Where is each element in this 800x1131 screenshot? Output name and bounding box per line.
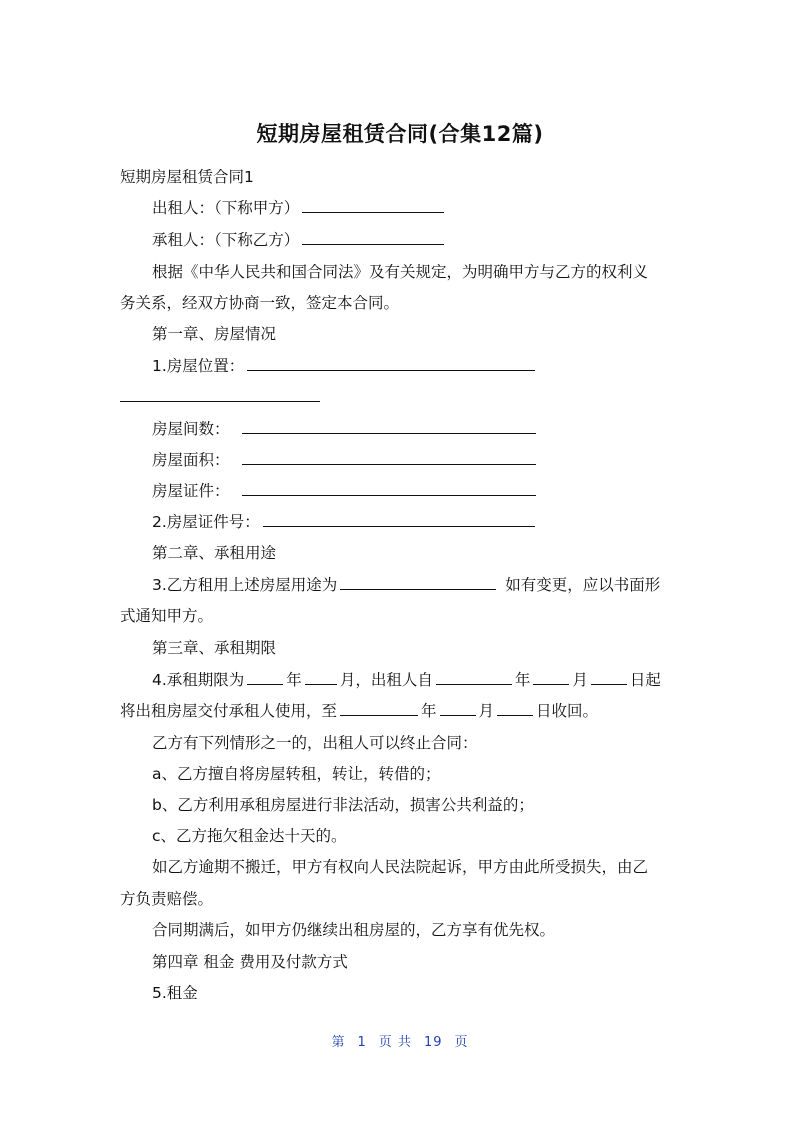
end-day-unit: 日收回。 [536, 702, 599, 720]
location-line [152, 354, 538, 378]
terminate-intro: 乙方有下列情形之一的，出租人可以终止合同： [152, 734, 478, 752]
overdue-line-2: 方负责赔偿。 [120, 890, 214, 908]
start-day-unit: 日起 [629, 671, 661, 689]
footer-prefix: 第 [331, 1035, 346, 1050]
term-from-text: ，出租人自 [355, 671, 433, 689]
chapter4-heading: 第四章 租金 费用及付款方式 [152, 953, 348, 971]
overdue-line-1: 如乙方逾期不搬迁，甲方有权向人民法院起诉，甲方由此所受损失，由乙 [152, 858, 649, 876]
terminate-item-c: c、乙方拖欠租金达十天的。 [152, 827, 347, 845]
lessee-line [152, 228, 447, 252]
term-delivery-text: 将出租房屋交付承租人使用，至 [120, 702, 338, 720]
end-month-blank [440, 699, 476, 716]
certificate-no-blank [263, 510, 535, 527]
section-heading: 短期房屋租赁合同1 [120, 168, 254, 186]
location-blank-2 [120, 385, 320, 402]
term-label: 4.承租期限为 [152, 671, 245, 689]
use-change-note: 如有变更，应以书面形 [505, 576, 661, 594]
location-blank [247, 354, 535, 371]
area-blank [242, 448, 536, 465]
rooms-line [152, 417, 539, 441]
term-month-unit: 月 [339, 671, 356, 689]
location-label: 1.房屋位置： [152, 357, 245, 375]
terminate-item-a: a、乙方擅自将房屋转租，转让，转借的； [152, 765, 441, 783]
end-year-blank [340, 699, 418, 716]
end-year-unit: 年 [421, 702, 437, 720]
footer-total-pages: 19 [423, 1035, 443, 1050]
term-line-1 [152, 668, 661, 692]
end-month-unit: 月 [478, 702, 495, 720]
rooms-label: 房屋间数： [152, 420, 230, 438]
start-month-unit: 月 [572, 671, 588, 689]
terminate-item-b: b、乙方利用承租房屋进行非法活动，损害公共利益的； [152, 796, 534, 814]
certificate-no-line [152, 510, 538, 534]
certificate-blank [242, 479, 536, 496]
use-label: 3.乙方租用上述房屋用途为 [152, 576, 338, 594]
use-line-2: 式通知甲方。 [120, 607, 214, 625]
lessor-line [152, 196, 447, 220]
start-day-blank [591, 668, 627, 685]
certificate-label: 房屋证件： [152, 482, 230, 500]
chapter2-heading: 第二章、承租用途 [152, 544, 277, 562]
lessor-label: 出租人：（下称甲方） [152, 199, 300, 217]
rooms-blank [242, 417, 536, 434]
lessor-blank [302, 196, 444, 213]
certificate-no-label: 2.房屋证件号： [152, 513, 260, 531]
priority-line: 合同期满后，如甲方仍继续出租房屋的，乙方享有优先权。 [152, 921, 556, 939]
intro-line-2: 务关系，经双方协商一致，签定本合同。 [120, 294, 400, 312]
term-years-blank [247, 668, 283, 685]
area-line [152, 448, 539, 472]
certificate-line [152, 479, 539, 503]
document-title: 短期房屋租赁合同(合集12篇) [256, 122, 544, 146]
footer-page-number: 1 [357, 1035, 367, 1050]
rent-line: 5.租金 [152, 984, 198, 1002]
term-months-blank [305, 668, 337, 685]
page-footer [0, 1031, 800, 1050]
footer-suffix: 页 [454, 1035, 469, 1050]
lessee-label: 承租人：（下称乙方） [152, 231, 300, 249]
start-year-blank [436, 668, 512, 685]
use-line [152, 573, 660, 597]
chapter3-heading: 第三章、承租期限 [152, 639, 277, 657]
footer-middle: 页 共 [378, 1035, 412, 1050]
end-day-blank [497, 699, 533, 716]
use-blank [340, 573, 496, 590]
term-year-unit: 年 [286, 671, 302, 689]
intro-line-1: 根据《中华人民共和国合同法》及有关规定，为明确甲方与乙方的权利义 [152, 263, 649, 281]
area-label: 房屋面积： [152, 451, 230, 469]
lessee-blank [302, 228, 444, 245]
chapter1-heading: 第一章、房屋情况 [152, 325, 277, 343]
location-continue-line [120, 385, 323, 409]
start-year-unit: 年 [514, 671, 531, 689]
start-month-blank [533, 668, 569, 685]
term-line-2 [120, 699, 598, 723]
